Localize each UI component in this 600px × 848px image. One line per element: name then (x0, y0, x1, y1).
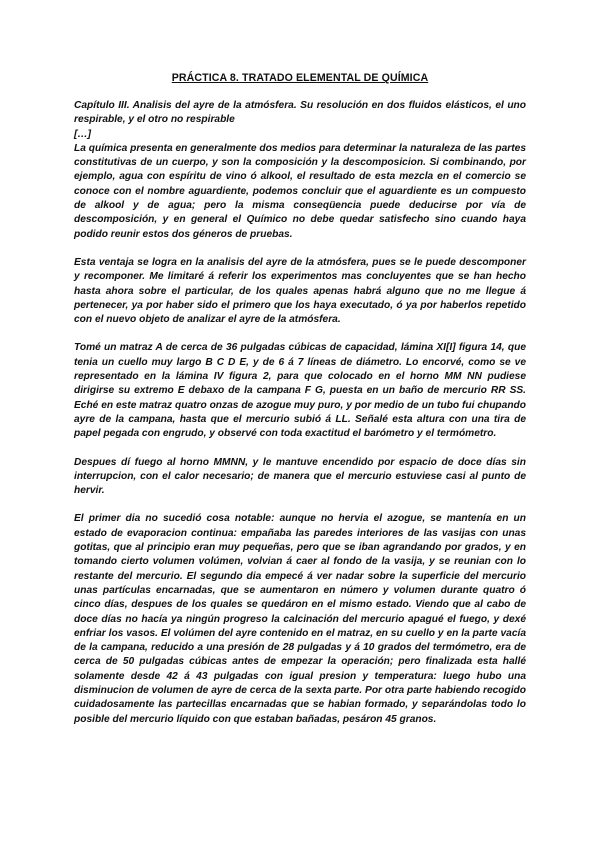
paragraph-composition: La química presenta en generalmente dos medios para determinar la naturaleza de las partes constitutivas de un cuerpo, y son la composición y la descomposicion. Si combinando, por ejemplo, agua con espíritu de vino ó alkool, el resultado de esta mezcla en el comercio se conoce con el nombre aguardiente, podemos concluir que el aguardiente es un compuesto de alkool y de agua; pero la misma conseqüencia puede deducirse por vía de descomposición, y en general el Químico no debe quedar satisfecho sino cuando haya podido reunir estos dos géneros de pruebas. (74, 142, 526, 240)
paragraph-apparatus: Tomé un matraz A de cerca de 36 pulgadas cúbicas de capacidad, lámina XI[I] figura 14, que tenia un cuello muy largo B C D E, y de 6 á 7 líneas de diámetro. Lo encorvé, como se ve representado en la lámina IV figura 2, para que colocado en el horno MM NN pudiese dirigirse su extremo E debaxo de la campana F G, puesta en un baño de mercurio RR SS. Eché en este matraz quatro onzas de azogue muy puro, y por medio de un tubo fui chupando ayre de la campana, hasta que el mercurio subió á LL. Señalé esta altura con una tira de papel pegada con engrudo, y observé con toda exactitud el barómetro y el termómetro. (74, 342, 526, 440)
paragraph-heating: Despues dí fuego al horno MMNN, y le mantuve encendido por espacio de doce días sin interrupcion, con el calor necesario; de manera que el mercurio estuviese casi al punto de hervir. (74, 456, 526, 497)
omission-mark: […] (74, 128, 91, 140)
paragraph-analysis-advantage: Esta ventaja se logra en la analisis del ayre de la atmósfera, pues se le puede descomponer y recomponer. Me limitaré á referir los experimentos mas concluyentes que se han hecho hasta ahora sobre el particular, de los quales apenas habrá alguno que no me llegue á pertenecer, ya por haber sido el primero que los haya executado, ó ya por haberlos repetido con el nuevo objeto de analizar el ayre de la atmósfera. (74, 256, 526, 326)
chapter-heading: Capítulo III. Analisis del ayre de la atmósfera. Su resolución en dos fluidos elásticos, el uno respirable, y el otro no respirable (74, 100, 526, 126)
paragraph-observations: El primer dia no sucedió cosa notable: aunque no hervia el azogue, se mantenía en un estado de evaporacion continua: empañaba las paredes interiores de las vasijas con unas gotitas, que al principio eran muy pequeñas, pero que se iban agrandando por grados, y en tomando cierto volumen volúmen, volvian á caer al fondo de la vasija, y se reunian con lo restante del mercurio. El segundo dia empecé á ver nadar sobre la superficie del mercurio unas partículas encarnadas, que se aumentaron en número y volumen durante quatro ó cinco días, despues de los quales se quedáron en el mismo estado. Viendo que al cabo de doce días no hacía ya ningún progreso la calcinación del mercurio apagué el fuego, y dexé enfriar los vasos. El volúmen del ayre contenido en el matraz, en su cuello y en la parte vacía de la campana, reducido a una presión de 28 pulgadas y á 10 grados del termómetro, era de cerca de 50 pulgadas cúbicas antes de empezar la operación; pero finalizada esta hallé solamente desde 42 á 43 pulgadas con igual presion y temperatura: luego hubo una disminucion de volumen de ayre de cerca de la sexta parte. Por otra parte habiendo recogido cuidadosamente las partecillas encarnadas que se habian formado, y separándolas todo lo posible del mercurio líquido con que estaban bañadas, pesáron 45 granos. (74, 513, 526, 725)
document-title: PRÁCTICA 8. TRATADO ELEMENTAL DE QUÍMICA (171, 72, 429, 84)
